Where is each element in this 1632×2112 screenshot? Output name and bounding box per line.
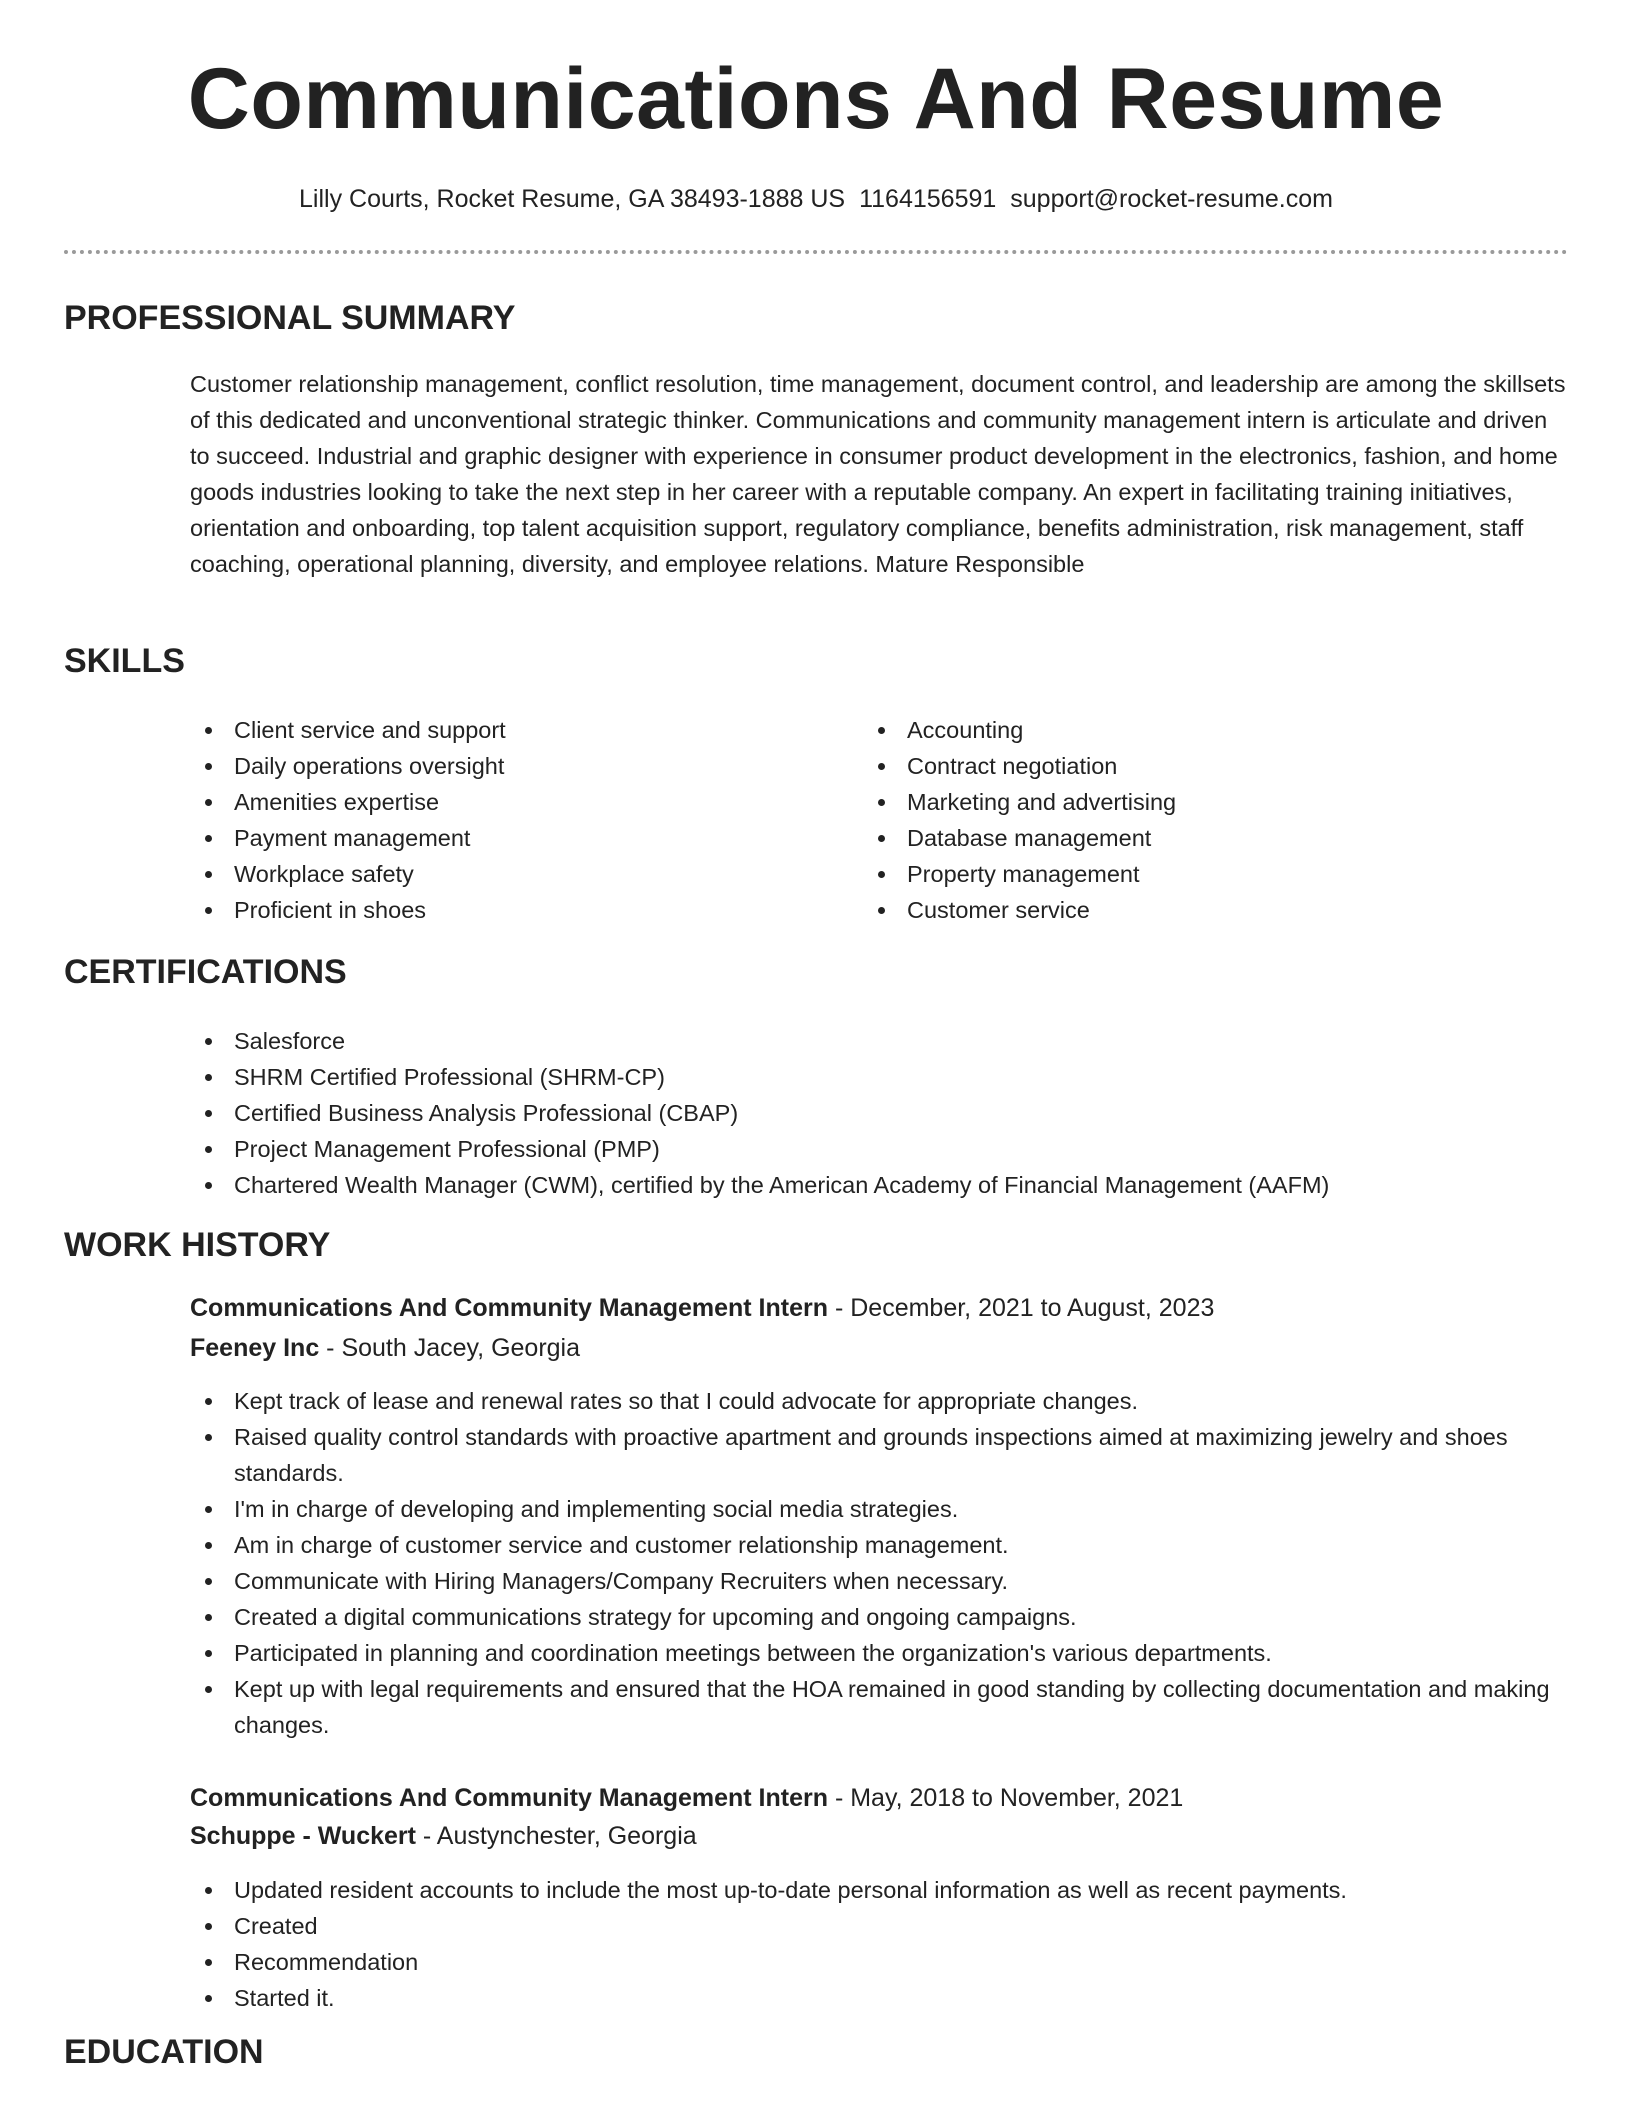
resume-name: Communications And Resume bbox=[187, 51, 1445, 147]
skill-item: Property management bbox=[863, 856, 1503, 892]
job-title-line bbox=[190, 1290, 1214, 1326]
skill-item: Workplace safety bbox=[190, 856, 830, 892]
skill-item: Marketing and advertising bbox=[863, 784, 1503, 820]
contact-phone: 1164156591 bbox=[859, 185, 997, 213]
skills-list-right bbox=[863, 712, 1503, 928]
job-bullet: Started it. bbox=[190, 1980, 1560, 2016]
job-bullet: Kept up with legal requirements and ensured that the HOA remained in good standing by collecting documentation and making changes. bbox=[190, 1671, 1560, 1743]
job-company: Feeney Inc bbox=[190, 1334, 320, 1362]
job-bullet: Recommendation bbox=[190, 1944, 1560, 1980]
skill-item: Contract negotiation bbox=[863, 748, 1503, 784]
skill-item: Proficient in shoes bbox=[190, 892, 830, 928]
skills-list-left bbox=[190, 712, 830, 928]
job-dates: - December, 2021 to August, 2023 bbox=[828, 1294, 1215, 1322]
skill-item: Daily operations oversight bbox=[190, 748, 830, 784]
skill-item: Payment management bbox=[190, 820, 830, 856]
job-bullet: Kept track of lease and renewal rates so that I could advocate for appropriate changes. bbox=[190, 1383, 1560, 1419]
job-bullet: Participated in planning and coordination meetings between the organization's various departments. bbox=[190, 1635, 1560, 1671]
job-bullets bbox=[190, 1383, 1560, 1743]
job-dates: - May, 2018 to November, 2021 bbox=[828, 1784, 1184, 1812]
job-bullets bbox=[190, 1872, 1560, 2016]
certification-item: Chartered Wealth Manager (CWM), certified by the American Academy of Financial Management (AAFM) bbox=[190, 1167, 1568, 1203]
summary-text: Customer relationship management, conflict resolution, time management, document control, and leadership are among the skillsets of this dedicated and unconventional strategic thinker. Communications and community management intern is articulate and driven to succeed. Industrial and graphic designer with experience in consumer product development in the electronics, fashion, and home goods industries looking to take the next step in her career with a reputable company. An expert in facilitating training initiatives, orientation and onboarding, top talent acquisition support, regulatory compliance, benefits administration, risk management, staff coaching, operational planning, diversity, and employee relations. Mature Responsible bbox=[190, 371, 1566, 577]
job-bullet: Created a digital communications strategy for upcoming and ongoing campaigns. bbox=[190, 1599, 1560, 1635]
job-company-line bbox=[190, 1818, 697, 1854]
job-bullet: Communicate with Hiring Managers/Company Recruiters when necessary. bbox=[190, 1563, 1560, 1599]
skill-item: Accounting bbox=[863, 712, 1503, 748]
contact-address: Lilly Courts, Rocket Resume, GA 38493-1888 US bbox=[299, 185, 846, 213]
job-bullet: Created bbox=[190, 1908, 1560, 1944]
job-title-line bbox=[190, 1780, 1183, 1816]
section-title-summary: PROFESSIONAL SUMMARY bbox=[64, 299, 516, 337]
job-bullet: I'm in charge of developing and implementing social media strategies. bbox=[190, 1491, 1560, 1527]
certifications-list bbox=[190, 1023, 1568, 1203]
certification-item: Project Management Professional (PMP) bbox=[190, 1131, 1568, 1167]
job-location: - Austynchester, Georgia bbox=[415, 1822, 697, 1850]
job-location: - South Jacey, Georgia bbox=[319, 1334, 581, 1362]
skill-item: Customer service bbox=[863, 892, 1503, 928]
skill-item: Amenities expertise bbox=[190, 784, 830, 820]
section-title-work-history: WORK HISTORY bbox=[64, 1226, 331, 1264]
job-bullet: Am in charge of customer service and customer relationship management. bbox=[190, 1527, 1560, 1563]
job-title: Communications And Community Management Intern bbox=[190, 1294, 829, 1322]
job-company: Schuppe - Wuckert bbox=[190, 1822, 416, 1850]
header-divider bbox=[64, 250, 1568, 254]
section-title-certifications: CERTIFICATIONS bbox=[64, 953, 347, 991]
certification-item: Salesforce bbox=[190, 1023, 1568, 1059]
job-title: Communications And Community Management Intern bbox=[190, 1784, 829, 1812]
job-bullet: Updated resident accounts to include the most up-to-date personal information as well as recent payments. bbox=[190, 1872, 1560, 1908]
job-company-line bbox=[190, 1330, 580, 1366]
skill-item: Database management bbox=[863, 820, 1503, 856]
skill-item: Client service and support bbox=[190, 712, 830, 748]
contact-email: support@rocket-resume.com bbox=[1010, 185, 1333, 213]
job-bullet: Raised quality control standards with proactive apartment and grounds inspections aimed at maximizing jewelry and shoes standards. bbox=[190, 1419, 1560, 1491]
section-title-skills: SKILLS bbox=[64, 642, 185, 680]
certification-item: SHRM Certified Professional (SHRM-CP) bbox=[190, 1059, 1568, 1095]
section-title-education: EDUCATION bbox=[64, 2033, 264, 2071]
certification-item: Certified Business Analysis Professional (CBAP) bbox=[190, 1095, 1568, 1131]
contact-line bbox=[0, 182, 1632, 216]
